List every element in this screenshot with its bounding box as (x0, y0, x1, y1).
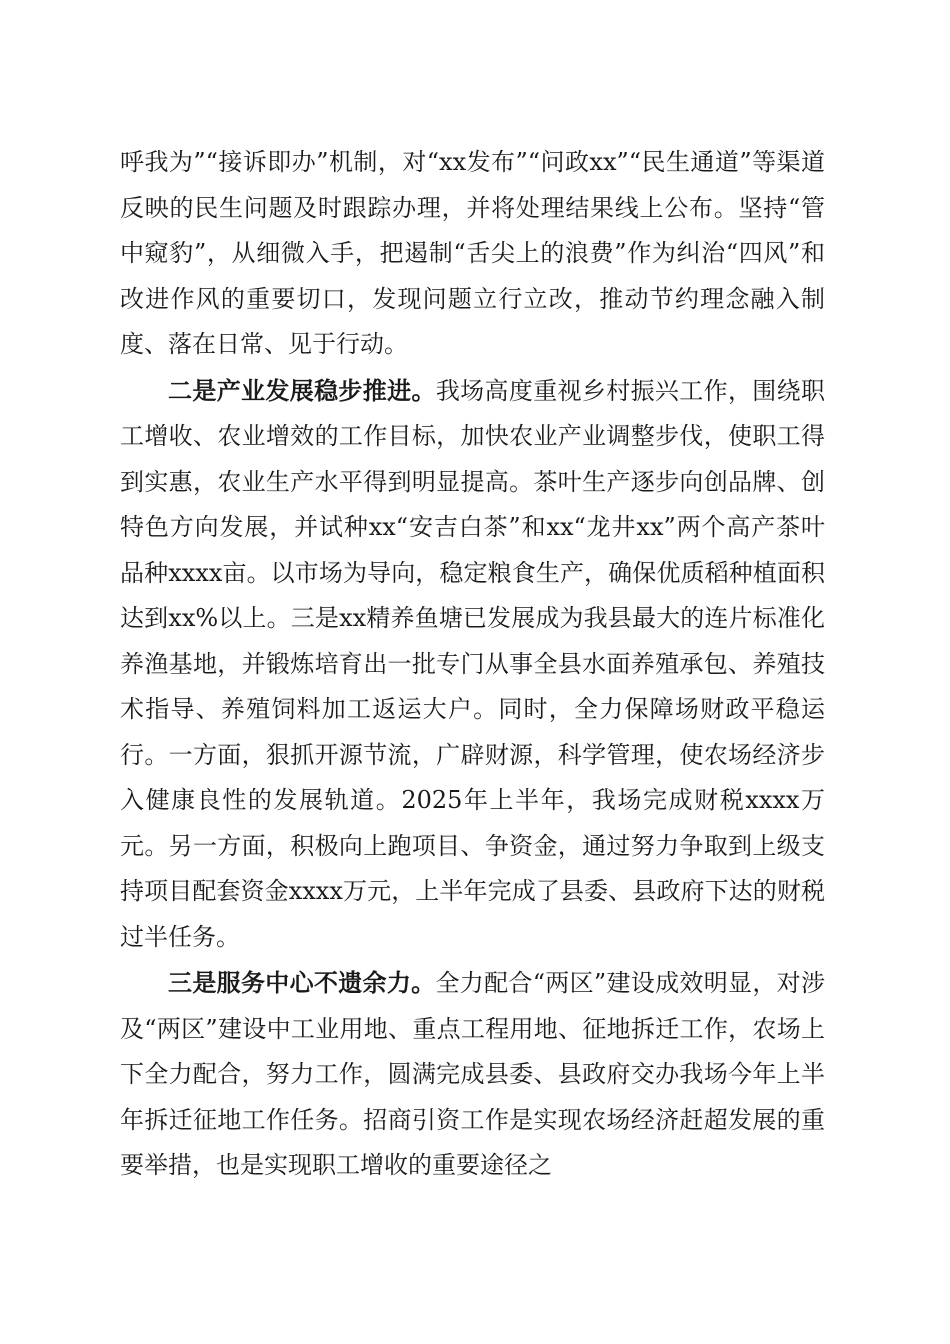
paragraph-3 (120, 960, 825, 1189)
paragraph-2 (120, 368, 825, 961)
paragraph-3-text: 全力配合“两区”建设成效明显，对涉及“两区”建设中工业用地、重点工程用地、征地拆迁工作，农场上下全力配合，努力工作，圆满完成县委、县政府交办我场今年上半年拆迁征地工作任务。招商引资工作是实现农场经济赶超发展的重要举措，也是实现职工增收的重要途径之 (120, 969, 826, 1179)
paragraph-1-text: 呼我为”“接诉即办”机制，对“xx发布”“问政xx”“民生通道”等渠道反映的民生问题及时跟踪办理，并将处理结果线上公布。坚持“管中窥豹”，从细微入手，把遏制“舌尖上的浪费”作为纠治“四风”和改进作风的重要切口，发现问题立行立改，推动节约理念融入制度、落在日常、见于行动。 (120, 148, 825, 358)
paragraph-3-heading: 三是服务中心不遗余力。 (168, 968, 436, 997)
paragraph-2-text: 我场高度重视乡村振兴工作，围绕职工增收、农业增效的工作目标，加快农业产业调整步伐，使职工得到实惠，农业生产水平得到明显提高。茶叶生产逐步向创品牌、创特色方向发展，并试种xx“安吉白茶”和xx“龙井xx”两个高产茶叶品种xxxx亩。以市场为导向，稳定粮食生产，确保优质稻种植面积达到xx%以上。三是xx精养鱼塘已发展成为我县最大的连片标准化养渔基地，并锻炼培育出一批专门从事全县水面养殖承包、养殖技术指导、养殖饲料加工返运大户。同时，全力保障场财政平稳运行。一方面，狠抓开源节流，广辟财源，科学管理，使农场经济步入健康良性的发展轨道。2025年上半年，我场完成财税xxxx万元。另一方面，积极向上跑项目、争资金，通过努力争取到上级支持项目配套资金xxxx万元，上半年完成了县委、县政府下达的财税过半任务。 (120, 376, 826, 951)
paragraph-2-heading: 二是产业发展稳步推进。 (168, 375, 436, 405)
paragraph-1 (120, 140, 825, 368)
document-body (120, 140, 825, 1189)
